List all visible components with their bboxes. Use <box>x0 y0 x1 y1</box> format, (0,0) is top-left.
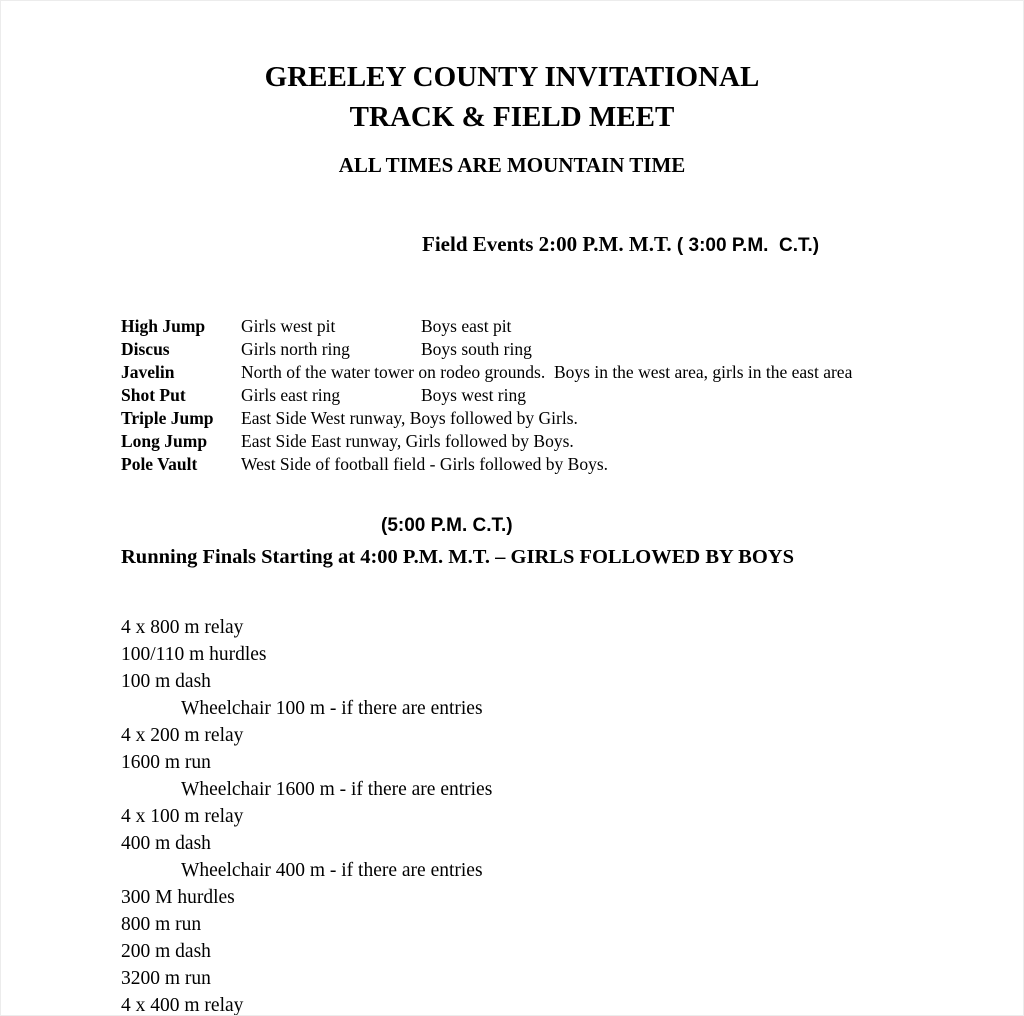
running-event-item: 300 M hurdles <box>121 887 235 908</box>
field-event-row <box>121 407 983 430</box>
field-event-description: East Side East runway, Girls followed by Boys. <box>241 431 574 451</box>
running-ct-time: (5:00 P.M. C.T.) <box>381 515 513 536</box>
field-event-boys-location: Boys east pit <box>421 316 512 336</box>
field-event-description: West Side of football field - Girls followed by Boys. <box>241 454 609 474</box>
running-event-item: 3200 m run <box>121 968 211 989</box>
field-event-name: Pole Vault <box>121 454 198 474</box>
field-event-row <box>121 361 983 384</box>
field-events-table <box>121 315 983 476</box>
field-events-heading <box>401 205 1023 285</box>
page-title <box>1 1 1023 137</box>
field-event-description: East Side West runway, Boys followed by Girls. <box>241 408 578 428</box>
running-event-item: 4 x 100 m relay <box>121 806 244 827</box>
running-event-item: 4 x 800 m relay <box>121 617 244 638</box>
field-event-name: Discus <box>121 339 170 359</box>
running-event-item: 400 m dash <box>121 833 211 854</box>
field-event-boys-location: Boys west ring <box>421 385 526 405</box>
field-event-girls-location: Girls west pit <box>241 316 336 336</box>
field-events-heading-ct: ( 3:00 P.M. C.T.) <box>676 235 820 256</box>
field-events-heading-mt: Field Events 2:00 P.M. M.T. <box>422 232 677 256</box>
field-event-girls-location: Girls east ring <box>241 385 341 405</box>
running-event-item: 100/110 m hurdles <box>121 644 267 665</box>
running-event-item: 4 x 400 m relay <box>121 995 244 1016</box>
field-event-description: North of the water tower on rodeo grounds. Boys in the west area, girls in the east area <box>241 362 853 382</box>
field-event-girls-location: Girls north ring <box>241 339 350 359</box>
field-event-row <box>121 430 983 453</box>
field-event-row <box>121 384 983 407</box>
field-event-name: Javelin <box>121 362 175 382</box>
field-event-row <box>121 338 983 361</box>
running-event-item: 4 x 200 m relay <box>121 725 244 746</box>
running-event-item: 800 m run <box>121 914 202 935</box>
title-line-2: TRACK & FIELD MEET <box>349 101 675 133</box>
field-event-name: High Jump <box>121 316 206 336</box>
field-event-name: Triple Jump <box>121 408 214 428</box>
field-event-row <box>121 453 983 476</box>
running-event-item: 100 m dash <box>121 671 211 692</box>
running-event-item: Wheelchair 100 m - if there are entries <box>181 698 483 719</box>
running-finals-heading: Running Finals Starting at 4:00 P.M. M.T. – GIRLS FOLLOWED BY BOYS <box>121 546 794 568</box>
running-event-item: Wheelchair 1600 m - if there are entries <box>181 779 493 800</box>
running-events-list <box>121 614 1023 1016</box>
timezone-note: ALL TIMES ARE MOUNTAIN TIME <box>338 153 686 177</box>
field-event-boys-location: Boys south ring <box>421 339 532 359</box>
field-event-row <box>121 315 983 338</box>
running-event-item: 1600 m run <box>121 752 211 773</box>
running-event-item: 200 m dash <box>121 941 211 962</box>
field-event-name: Shot Put <box>121 385 186 405</box>
running-event-item: Wheelchair 400 m - if there are entries <box>181 860 483 881</box>
field-event-name: Long Jump <box>121 431 208 451</box>
title-line-1: GREELEY COUNTY INVITATIONAL <box>264 61 760 93</box>
